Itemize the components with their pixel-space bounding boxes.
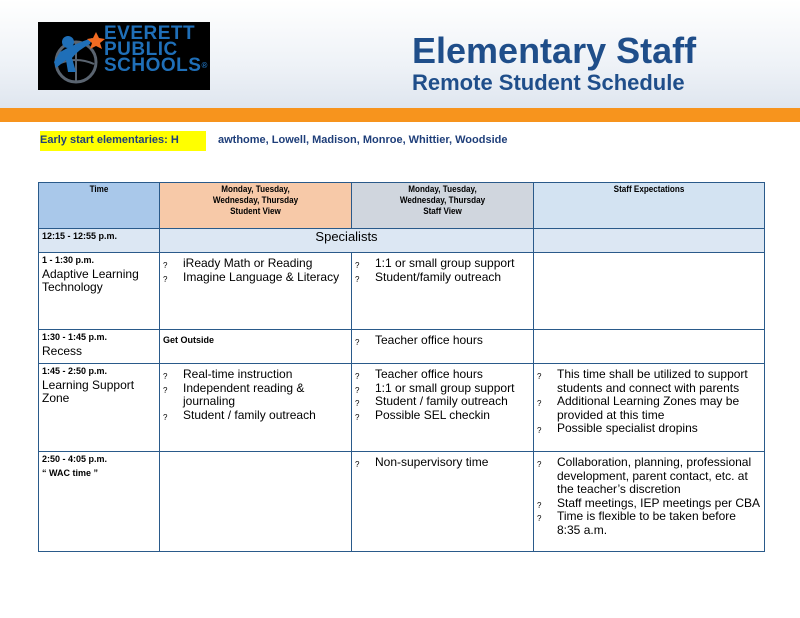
everett-public-schools-logo bbox=[38, 22, 210, 90]
logo-line-1: EVERETT bbox=[104, 23, 196, 44]
staff-cell: ? Non-supervisory time bbox=[352, 452, 534, 552]
logo-emblem-icon bbox=[46, 28, 108, 86]
time-cell: 1:45 - 2:50 p.m. Learning Support Zone bbox=[39, 364, 160, 452]
logo-line-2: PUBLIC bbox=[104, 39, 178, 60]
table-row bbox=[39, 364, 765, 452]
page-subtitle: Remote Student Schedule bbox=[412, 70, 685, 95]
early-start-schools: awthome, Lowell, Madison, Monroe, Whittier, Woodside bbox=[218, 134, 508, 146]
staff-cell: ? 1:1 or small group support ? Student/family outreach bbox=[352, 253, 534, 330]
orange-divider bbox=[0, 108, 800, 122]
header-staff-expectations: Staff Expectations bbox=[534, 183, 765, 229]
time-cell: 1 - 1:30 p.m. Adaptive Learning Technology bbox=[39, 253, 160, 330]
expectations-cell bbox=[534, 330, 765, 364]
time-cell: 2:50 - 4:05 p.m. “ WAC time ” bbox=[39, 452, 160, 552]
table-row bbox=[39, 253, 765, 330]
expectations-cell bbox=[534, 229, 765, 253]
student-cell bbox=[160, 452, 352, 552]
early-start-label: Early start elementaries: H bbox=[40, 131, 206, 151]
expectations-cell: ? Collaboration, planning, professional development, parent contact, etc. at the teacher’s discretion ? Staff meetings, IEP meetings per CBA ? Time is flexible to be taken before 8:35 a.m. bbox=[534, 452, 765, 552]
student-cell: ? iReady Math or Reading ? Imagine Language & Literacy bbox=[160, 253, 352, 330]
expectations-cell: ? This time shall be utilized to support students and connect with parents ? Additional Learning Zones may be provided at this time ? Possible specialist dropins bbox=[534, 364, 765, 452]
schedule-table bbox=[38, 182, 765, 552]
table-row bbox=[39, 330, 765, 364]
table-row bbox=[39, 452, 765, 552]
student-cell: ? Real-time instruction ? Independent reading & journaling ? Student / family outreach bbox=[160, 364, 352, 452]
table-header-row bbox=[39, 183, 765, 229]
staff-cell: ? Teacher office hours ? 1:1 or small group support ? Student / family outreach ? Possible SEL checkin bbox=[352, 364, 534, 452]
student-cell: Get Outside bbox=[160, 330, 352, 364]
table-row bbox=[39, 229, 765, 253]
specialists-cell: Specialists bbox=[160, 229, 534, 253]
header-time: Time bbox=[39, 183, 160, 229]
header-student-view: Monday, Tuesday, Wednesday, Thursday Student View bbox=[160, 183, 352, 229]
header-staff-view: Monday, Tuesday, Wednesday, Thursday Staff View bbox=[352, 183, 534, 229]
page-title: Elementary Staff bbox=[412, 30, 697, 71]
time-cell: 1:30 - 1:45 p.m. Recess bbox=[39, 330, 160, 364]
expectations-cell bbox=[534, 253, 765, 330]
staff-cell: ? Teacher office hours bbox=[352, 330, 534, 364]
logo-line-3: SCHOOLS® bbox=[104, 55, 208, 76]
time-cell: 12:15 - 12:55 p.m. bbox=[39, 229, 160, 253]
